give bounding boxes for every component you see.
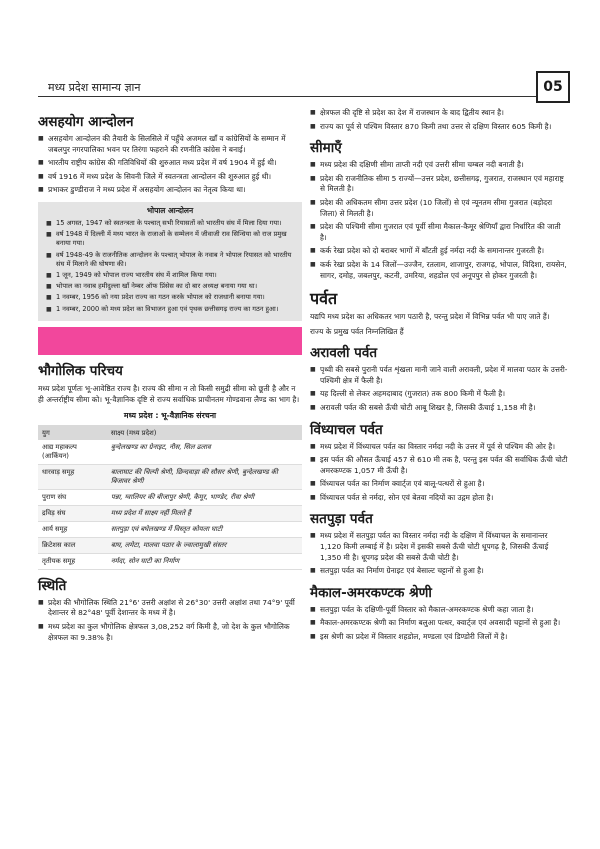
area-list bbox=[310, 108, 568, 132]
table-row bbox=[38, 553, 302, 569]
section-heading-vindhyachal: विंध्याचल पर्वत bbox=[310, 421, 383, 438]
list-item: ■ प्रदेश की राजनीतिक सीमा 5 राज्यों—उत्तर प्रदेश, छत्तीसगढ़, गुजरात, राजस्थान एवं महाराष्ट्र से मिलती है। bbox=[310, 174, 568, 195]
aravali-list bbox=[310, 365, 568, 413]
page-number: 05 bbox=[536, 71, 570, 103]
list-item: ■ 1 नवम्बर, 2000 को मध्य प्रदेश का विभाजन हुआ एवं पृथक छत्तीसगढ़ राज्य का गठन हुआ। bbox=[46, 305, 294, 314]
list-item: ■ असहयोग आन्दोलन की तैयारी के सिलसिले में पहुँचे अजमल खाँ व कांग्रेसियों के सम्मान में जबलपुर नगरपालिका भवन पर तिरंगा फहराने की रणनीति कांग्रेस ने बनाई। bbox=[38, 134, 302, 155]
table-cell: सतपुड़ा एवं बघेलखण्ड में विस्तृत कोयला घाटी bbox=[107, 521, 302, 537]
bhaugolik-paragraph: मध्य प्रदेश पूर्णतः भू-आवेष्ठित राज्य है। राज्य की सीमा न तो किसी समुद्री सीमा को छूती है और न ही अन्तर्राष्ट्रीय सीमा को। भू-वैज्ञानिक दृष्टि से राज्य सर्वाधिक प्राचीनतम गोण्डवाना लैण्ड का भाग है। bbox=[38, 383, 300, 404]
table-cell: पन्ना, ग्वालियर की बीजापुर श्रेणी, कैमूर, भाण्डेर, रीवा श्रेणी bbox=[107, 489, 302, 505]
table-cell: पुराण संघ bbox=[38, 489, 107, 505]
list-item: ■ भारतीय राष्ट्रीय कांग्रेस की गतिविधियों की शुरुआत मध्य प्रदेश में वर्ष 1904 में हुई थी। bbox=[38, 158, 302, 169]
list-item: ■ मध्य प्रदेश में विंध्याचल पर्वत का विस्तार नर्मदा नदी के उत्तर में पूर्व से पश्चिम की ओर है। bbox=[310, 442, 568, 453]
list-item: ■ यह दिल्ली से लेकर अहमदाबाद (गुजरात) तक 800 किमी में फैली है। bbox=[310, 389, 568, 400]
list-item: ■ अरावली पर्वत की सबसे ऊँची चोटी आबू शिखर है, जिसकी ऊँचाई 1,158 मी है। bbox=[310, 403, 568, 414]
list-item: ■ इस श्रेणी का प्रदेश में विस्तार शहडोल, मण्डला एवं डिण्डोरी जिलों में है। bbox=[310, 632, 568, 643]
box-title: भोपाल आन्दोलन bbox=[146, 205, 194, 215]
list-item: ■ कर्क रेखा प्रदेश को दो बराबर भागों में बाँटती हुई नर्मदा नदी के समानान्तर गुजरती है। bbox=[310, 246, 568, 257]
table-header: युग bbox=[38, 425, 107, 440]
list-item: ■ इस पर्वत की औसत ऊँचाई 457 से 610 मी तक है, परन्तु इस पर्वत की सर्वाधिक ऊँची चोटी अमरकण्टक 1,057 मी ऊँची है। bbox=[310, 455, 568, 476]
section-heading-seemayen: सीमाएँ bbox=[310, 140, 342, 157]
vindhyachal-list bbox=[310, 442, 568, 504]
seemayen-list bbox=[310, 160, 568, 281]
table-title: मध्य प्रदेश : भू-वैज्ञानिक संरचना bbox=[123, 410, 217, 420]
section-heading-aravali: अरावली पर्वत bbox=[310, 345, 378, 362]
parvat-paragraph: यद्यपि मध्य प्रदेश का अधिकतर भाग पठारी है, परन्तु प्रदेश में विभिन्न पर्वत भी पाए जाते हैं। bbox=[310, 312, 550, 322]
table-row bbox=[38, 505, 302, 521]
table-cell: बाघ, लमेटा, मालवा पठार के ज्वालामुखी संस्तर bbox=[107, 537, 302, 553]
pink-banner bbox=[38, 327, 302, 355]
list-item: ■ प्रदेश की पश्चिमी सीमा गुजरात एवं पूर्वी सीमा मैकाल-कैमूर श्रेणियाँ द्वारा निर्धारित की जाती है। bbox=[310, 222, 568, 243]
table-cell: द्रविड़ संघ bbox=[38, 505, 107, 521]
list-item: ■ प्रदेश की अधिकतम सीमा उत्तर प्रदेश (10 जिलों) से एवं न्यूनतम सीमा गुजरात (बड़ोदरा जिला) से मिलती है। bbox=[310, 198, 568, 219]
right-column bbox=[310, 106, 568, 646]
list-item: ■ प्रदेश की भौगोलिक स्थिति 21°6' उत्तरी अक्षांश से 26°30' उत्तरी अक्षांश तथा 74°9' पूर्वी देशान्तर से 82°48' पूर्वी देशान्तर के मध्य में है। bbox=[38, 598, 302, 619]
table-cell: तृतीयक समूह bbox=[38, 553, 107, 569]
table-cell: धारवाड़ समूह bbox=[38, 464, 107, 489]
maikal-list bbox=[310, 605, 568, 643]
table-header: साक्ष्य (मध्य प्रदेश) bbox=[107, 425, 302, 440]
table-cell: बालाघाट की चिल्पी श्रेणी, छिन्दवाड़ा की सौसर श्रेणी, बुन्देलखण्ड की बिजावर श्रेणी bbox=[107, 464, 302, 489]
left-column bbox=[38, 106, 302, 646]
table-row bbox=[38, 489, 302, 505]
table-row bbox=[38, 440, 302, 465]
asahyog-list bbox=[38, 134, 302, 196]
list-item: ■ 15 अगस्त, 1947 को स्वतन्त्रता के पश्चात् सभी रियासतों को भारतीय संघ में मिला दिया गया। bbox=[46, 219, 294, 228]
parvat-subparagraph: राज्य के प्रमुख पर्वत निम्नलिखित हैं bbox=[310, 327, 404, 337]
list-item: ■ मध्य प्रदेश में सतपुड़ा पर्वत का विस्तार नर्मदा नदी के दक्षिण में विंध्याचल के समानान्तर 1,120 किमी लम्बाई में है। प्रदेश में इसकी सबसे ऊँची चोटी धूपगढ़ है, जिसकी ऊँचाई 1,350 मी है। धूपगढ़ प्रदेश की सबसे ऊँची चोटी है। bbox=[310, 531, 568, 563]
geology-table bbox=[38, 425, 302, 570]
section-heading-sthiti: स्थिति bbox=[38, 577, 67, 594]
list-item: ■ पृथ्वी की सबसे पुरानी पर्वत शृंखला मानी जाने वाली अरावली, प्रदेश में मालवा पठार के उत्तरी-पश्चिमी क्षेत्र में फैली है। bbox=[310, 365, 568, 386]
table-cell: आर्य समूह bbox=[38, 521, 107, 537]
section-heading-bhaugolik: भौगोलिक परिचय bbox=[38, 362, 123, 379]
section-heading-satpura: सतपुड़ा पर्वत bbox=[310, 511, 373, 528]
bhopal-andolan-box bbox=[38, 202, 302, 321]
section-heading-parvat: पर्वत bbox=[310, 289, 338, 309]
section-heading-asahyog: असहयोग आन्दोलन bbox=[38, 114, 134, 130]
running-header-title: मध्य प्रदेश सामान्य ज्ञान bbox=[48, 81, 141, 94]
list-item: ■ भोपाल का नवाब हमीदुल्ला खाँ नेम्बर ऑफ प्रिंसेस का दो बार अध्यक्ष बनाया गया था। bbox=[46, 282, 294, 291]
table-cell: मध्य प्रदेश में साक्ष्य नहीं मिलते हैं bbox=[107, 505, 302, 521]
bhopal-list bbox=[46, 219, 294, 314]
satpura-list bbox=[310, 531, 568, 576]
list-item: ■ सतपुड़ा पर्वत का निर्माण ग्रेनाइट एवं बेसाल्ट चट्टानों से हुआ है। bbox=[310, 566, 568, 577]
table-cell: क्रिटेशस काल bbox=[38, 537, 107, 553]
list-item: ■ विंध्याचल पर्वत का निर्माण क्वार्ट्ज एवं बालू-पत्थरों से हुआ है। bbox=[310, 479, 568, 490]
list-item: ■ 1 जून, 1949 को भोपाल राज्य भारतीय संघ में शामिल किया गया। bbox=[46, 271, 294, 280]
list-item: ■ मैकाल-अमरकण्टक श्रेणी का निर्माण बलुआ पत्थर, क्वार्ट्ज एवं अवसादी चट्टानों से हुआ है। bbox=[310, 618, 568, 629]
sthiti-list bbox=[38, 598, 302, 643]
table-cell: बुन्देलखण्ड का ग्रेनाइट, नीस, सिल ढलाव bbox=[107, 440, 302, 465]
list-item: ■ राज्य का पूर्व से पश्चिम विस्तार 870 किमी तथा उत्तर से दक्षिण विस्तार 605 किमी है। bbox=[310, 122, 568, 133]
list-item: ■ वर्ष 1948 में दिल्ली में मध्य भारत के राजाओं के सम्मेलन में जीवाजी राव सिन्धिया को राज प्रमुख बनाया गया। bbox=[46, 230, 294, 248]
list-item: ■ वर्ष 1916 में मध्य प्रदेश के सिवनी जिले में स्वतन्त्रता आन्दोलन की शुरुआत हुई थी। bbox=[38, 172, 302, 183]
section-heading-maikal: मैकाल-अमरकण्टक श्रेणी bbox=[310, 584, 432, 601]
list-item: ■ मध्य प्रदेश का कुल भौगोलिक क्षेत्रफल 3,08,252 वर्ग किमी है, जो देश के कुल भौगोलिक क्षेत्रफल का 9.38% है। bbox=[38, 622, 302, 643]
list-item: ■ 1 नवम्बर, 1956 को नया प्रदेश राज्य का गठन करके भोपाल को राजधानी बनाया गया। bbox=[46, 293, 294, 302]
list-item: ■ प्रभाकर डुण्डीराज ने मध्य प्रदेश में असहयोग आन्दोलन का नेतृत्व किया था। bbox=[38, 185, 302, 196]
table-cell: नर्मदा, सोन घाटी का निर्माण bbox=[107, 553, 302, 569]
list-item: ■ विंध्याचल पर्वत से नर्मदा, सोन एवं बेतवा नदियों का उद्गम होता है। bbox=[310, 493, 568, 504]
list-item: ■ क्षेत्रफल की दृष्टि से प्रदेश का देश में राजस्थान के बाद द्वितीय स्थान है। bbox=[310, 108, 568, 119]
list-item: ■ मध्य प्रदेश की दक्षिणी सीमा ताप्ती नदी एवं उत्तरी सीमा चम्बल नदी बनाती है। bbox=[310, 160, 568, 171]
list-item: ■ सतपुड़ा पर्वत के दक्षिणी-पूर्वी विस्तार को मैकाल-अमरकण्टक श्रेणी कहा जाता है। bbox=[310, 605, 568, 616]
table-row bbox=[38, 521, 302, 537]
list-item: ■ कर्क रेखा प्रदेश के 14 जिलों—उज्जैन, रतलाम, शाजापुर, राजगढ़, भोपाल, विदिशा, रायसेन, सागर, दमोह, जबलपुर, कटनी, उमरिया, शहडोल एवं अनूपपुर से होकर गुजरती है। bbox=[310, 260, 568, 281]
table-row bbox=[38, 464, 302, 489]
header-rule bbox=[38, 96, 536, 97]
list-item: ■ वर्ष 1948-49 के राजनीतिक आन्दोलन के पश्चात् भोपाल के नवाब ने भोपाल रियासत को भारतीय संघ में मिलाने की घोषणा की। bbox=[46, 251, 294, 269]
table-cell: आद्य महाकल्प (आर्कियन) bbox=[38, 440, 107, 465]
table-row bbox=[38, 537, 302, 553]
